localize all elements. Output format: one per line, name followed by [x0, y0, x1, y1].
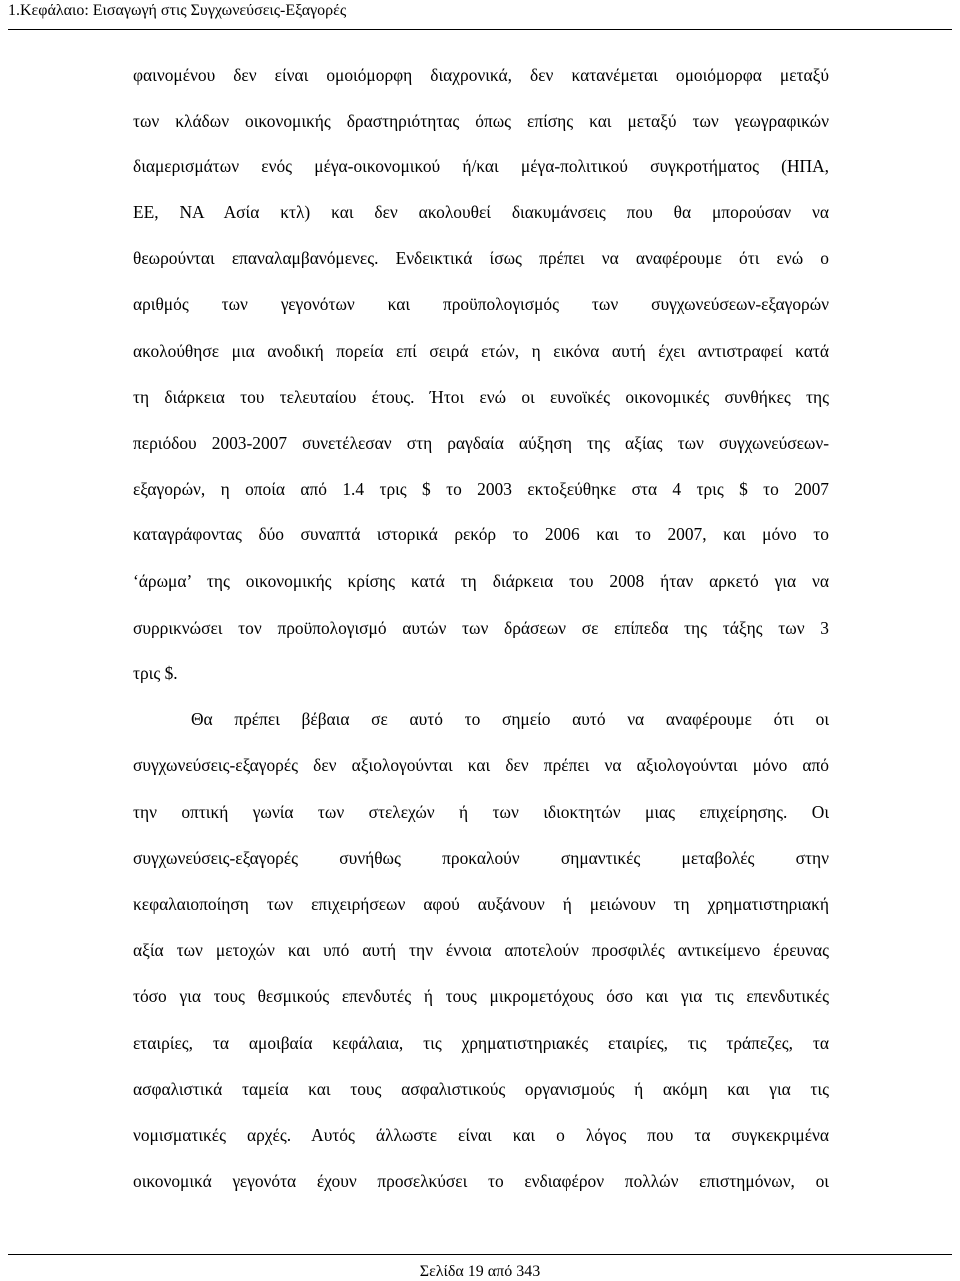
running-title: 1.Κεφάλαιο: Εισαγωγή στις Συγχωνεύσεις-Εξαγορές [8, 2, 347, 19]
text-line: αριθμός των γεγονότων και προϋπολογισμός των συγχωνεύσεων-εξαγορών [133, 294, 829, 314]
text-line: νομισματικές αρχές. Αυτός άλλωστε είναι και ο λόγος που τα συγκεκριμένα [133, 1125, 829, 1145]
text-line: των κλάδων οικονομικής δραστηριότητας όπως επίσης και μεταξύ των γεωγραφικών [133, 111, 829, 131]
text-line: ακολούθησε μια ανοδική πορεία επί σειρά ετών, η εικόνα αυτή έχει αντιστραφεί κατά [133, 341, 829, 361]
text-line: περιόδου 2003-2007 συνετέλεσαν στη ραγδαία αύξηση της αξίας των συγχωνεύσεων- [133, 433, 829, 453]
text-line: αξία των μετοχών και υπό αυτή την έννοια αποτελούν προσφιλές αντικείμενο έρευνας [133, 940, 829, 960]
text-line: φαινομένου δεν είναι ομοιόμορφη διαχρονικά, δεν κατανέμεται ομοιόμορφα μεταξύ [133, 65, 829, 85]
text-line: οικονομικά γεγονότα έχουν προσελκύσει το ενδιαφέρον πολλών επιστημόνων, οι [133, 1171, 829, 1191]
page-header [8, 0, 952, 30]
text-line: συρρικνώσει τον προϋπολογισμό αυτών των δράσεων σε επίπεδα της τάξης των 3 [133, 618, 829, 638]
text-line: ‘άρωμα’ της οικονομικής κρίσης κατά τη διάρκεια του 2008 ήταν αρκετό για να [133, 571, 829, 591]
text-line: τρις $. [133, 663, 178, 683]
text-line: εταιρίες, τα αμοιβαία κεφάλαια, τις χρηματιστηριακές εταιρίες, τις τράπεζες, τα [133, 1033, 829, 1053]
page-footer [8, 1254, 952, 1279]
paragraph-first-line: Θα πρέπει βέβαια σε αυτό το σημείο αυτό να αναφέρουμε ότι οι [191, 709, 829, 729]
text-line: διαμερισμάτων ενός μέγα-οικονομικού ή/και μέγα-πολιτικού συγκροτήματος (ΗΠΑ, [133, 156, 829, 176]
page-number: Σελίδα 19 από 343 [419, 1263, 541, 1280]
text-line: τη διάρκεια του τελευταίου έτους. Ήτοι ενώ οι ευνοϊκές οικονομικές συνθήκες της [133, 387, 829, 407]
text-line: καταγράφοντας δύο συναπτά ιστορικά ρεκόρ το 2006 και το 2007, και μόνο το [133, 524, 829, 544]
footer-divider [8, 1254, 952, 1255]
text-line: συγχωνεύσεις-εξαγορές συνήθως προκαλούν σημαντικές μεταβολές στην [133, 848, 829, 868]
text-line: ΕΕ, ΝΑ Ασία κτλ) και δεν ακολουθεί διακυμάνσεις που θα μπορούσαν να [133, 202, 829, 222]
text-line: την οπτική γωνία των στελεχών ή των ιδιοκτητών μιας επιχείρησης. Οι [133, 802, 829, 822]
text-line: κεφαλαιοποίηση των επιχειρήσεων αφού αυξάνουν ή μειώνουν τη χρηματιστηριακή [133, 894, 829, 914]
text-line: ασφαλιστικά ταμεία και τους ασφαλιστικούς οργανισμούς ή ακόμη και για τις [133, 1079, 829, 1099]
text-line: τόσο για τους θεσμικούς επενδυτές ή τους μικρομετόχους όσο και για τις επενδυτικές [133, 986, 829, 1006]
text-line: εξαγορών, η οποία από 1.4 τρις $ το 2003 εκτοξεύθηκε στα 4 τρις $ το 2007 [133, 479, 829, 499]
text-line: συγχωνεύσεις-εξαγορές δεν αξιολογούνται και δεν πρέπει να αξιολογούνται μόνο από [133, 755, 829, 775]
text-line: θεωρούνται επαναλαμβανόμενες. Ενδεικτικά ίσως πρέπει να αναφέρουμε ότι ενώ ο [133, 248, 829, 268]
